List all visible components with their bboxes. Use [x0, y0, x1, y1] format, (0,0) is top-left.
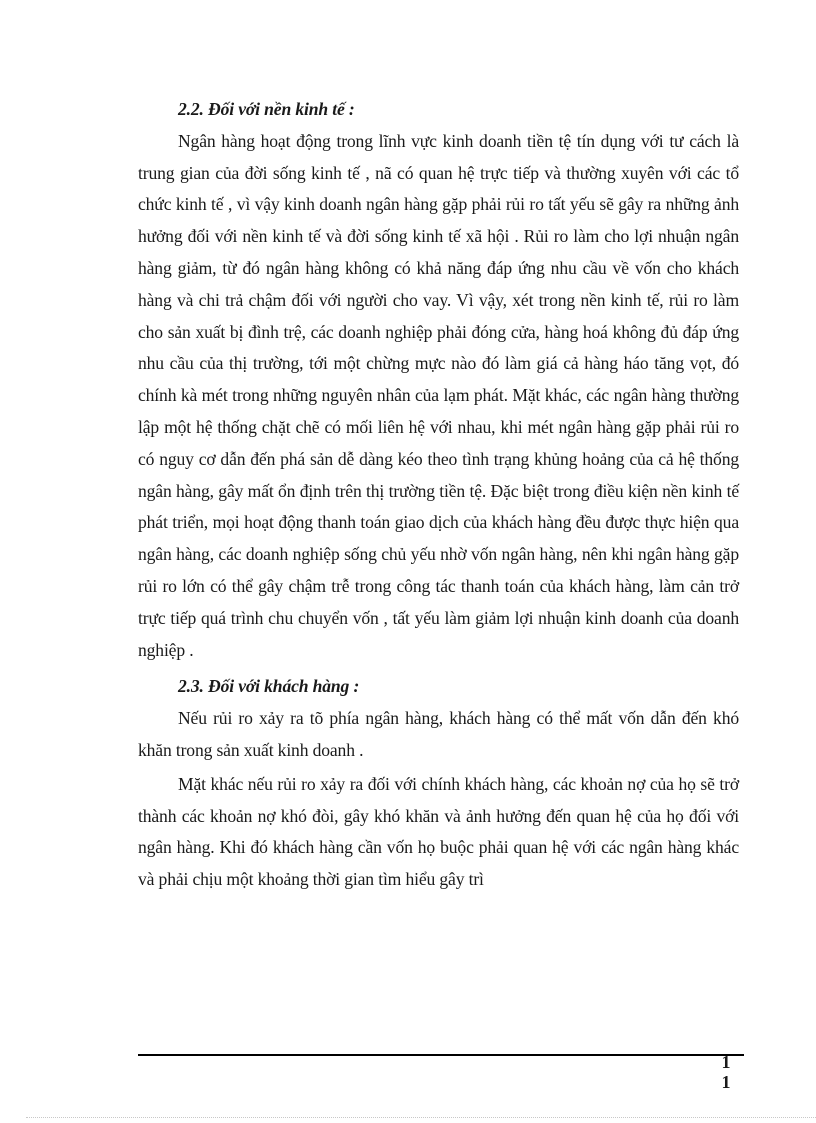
- body-paragraph: Mặt khác nếu rủi ro xảy ra đối với chính khách hàng, các khoản nợ của họ sẽ trở thành các khoản nợ khó đòi, gây khó khăn và ảnh hưởng đến quan hệ của họ đối với ngân hàng. Khi đó khách hàng cần vốn họ buộc phải quan hệ với các ngân hàng khác và phải chịu một khoảng thời gian tìm hiểu gây trì: [138, 773, 739, 890]
- page-number-line-1: 1: [721, 1052, 731, 1072]
- page-body: [138, 94, 739, 901]
- page-number: [716, 1052, 736, 1092]
- body-paragraph: Nếu rủi ro xảy ra tõ phía ngân hàng, khách hàng có thể mất vốn dẫn đến khó khăn trong sản xuất kinh doanh .: [138, 708, 739, 760]
- page-edge-divider: [26, 1117, 816, 1118]
- footer-divider: [138, 1054, 744, 1056]
- page-number-line-2: 1: [721, 1072, 731, 1092]
- body-paragraph: Ngân hàng hoạt động trong lĩnh vực kinh doanh tiền tệ tín dụng với tư cách là trung gian của đời sống kinh tế , nã có quan hệ trực tiếp và thường xuyên với các tổ chức kinh tế , vì vậy kinh doanh ngân hàng gặp phải rủi ro tất yếu sẽ gây ra những ảnh hưởng đối với nền kinh tế và đời sống kinh tế xã hội . Rủi ro làm cho lợi nhuận ngân hàng giảm, từ đó ngân hàng không có khả năng đáp ứng nhu cầu về vốn cho khách hàng và chi trả chậm đối với người cho vay. Vì vậy, xét trong nền kinh tế, rủi ro làm cho sản xuất bị đình trệ, các doanh nghiệp phải đóng cửa, hàng hoá không đủ đáp ứng nhu cầu của thị trường, tới một chừng mực nào đó làm giá cả hàng háo tăng vọt, đó chính kà mét trong những nguyên nhân của lạm phát. Mặt khác, các ngân hàng thường lập một hệ thống chặt chẽ có mối liên hệ với nhau, khi mét ngân hàng gặp phải rủi ro có nguy cơ dẫn đến phá sản dễ dàng kéo theo tình trạng khủng hoảng của cả hệ thống ngân hàng, gây mất ổn định trên thị trường tiền tệ. Đặc biệt trong điều kiện nền kinh tế phát triển, mọi hoạt động thanh toán giao dịch của khách hàng đều được thực hiện qua ngân hàng, các doanh nghiệp sống chủ yếu nhờ vốn ngân hàng, nên khi ngân hàng gặp rủi ro lớn có thể gây chậm trễ trong công tác thanh toán của khách hàng, làm cản trở trực tiếp quá trình chu chuyển vốn , tất yếu làm giảm lợi nhuận kinh doanh của doanh nghiệp .: [138, 130, 739, 660]
- section-heading-2-2: 2.2. Đối với nền kinh tế :: [178, 99, 355, 119]
- section-heading-2-3: 2.3. Đối với khách hàng :: [178, 676, 360, 697]
